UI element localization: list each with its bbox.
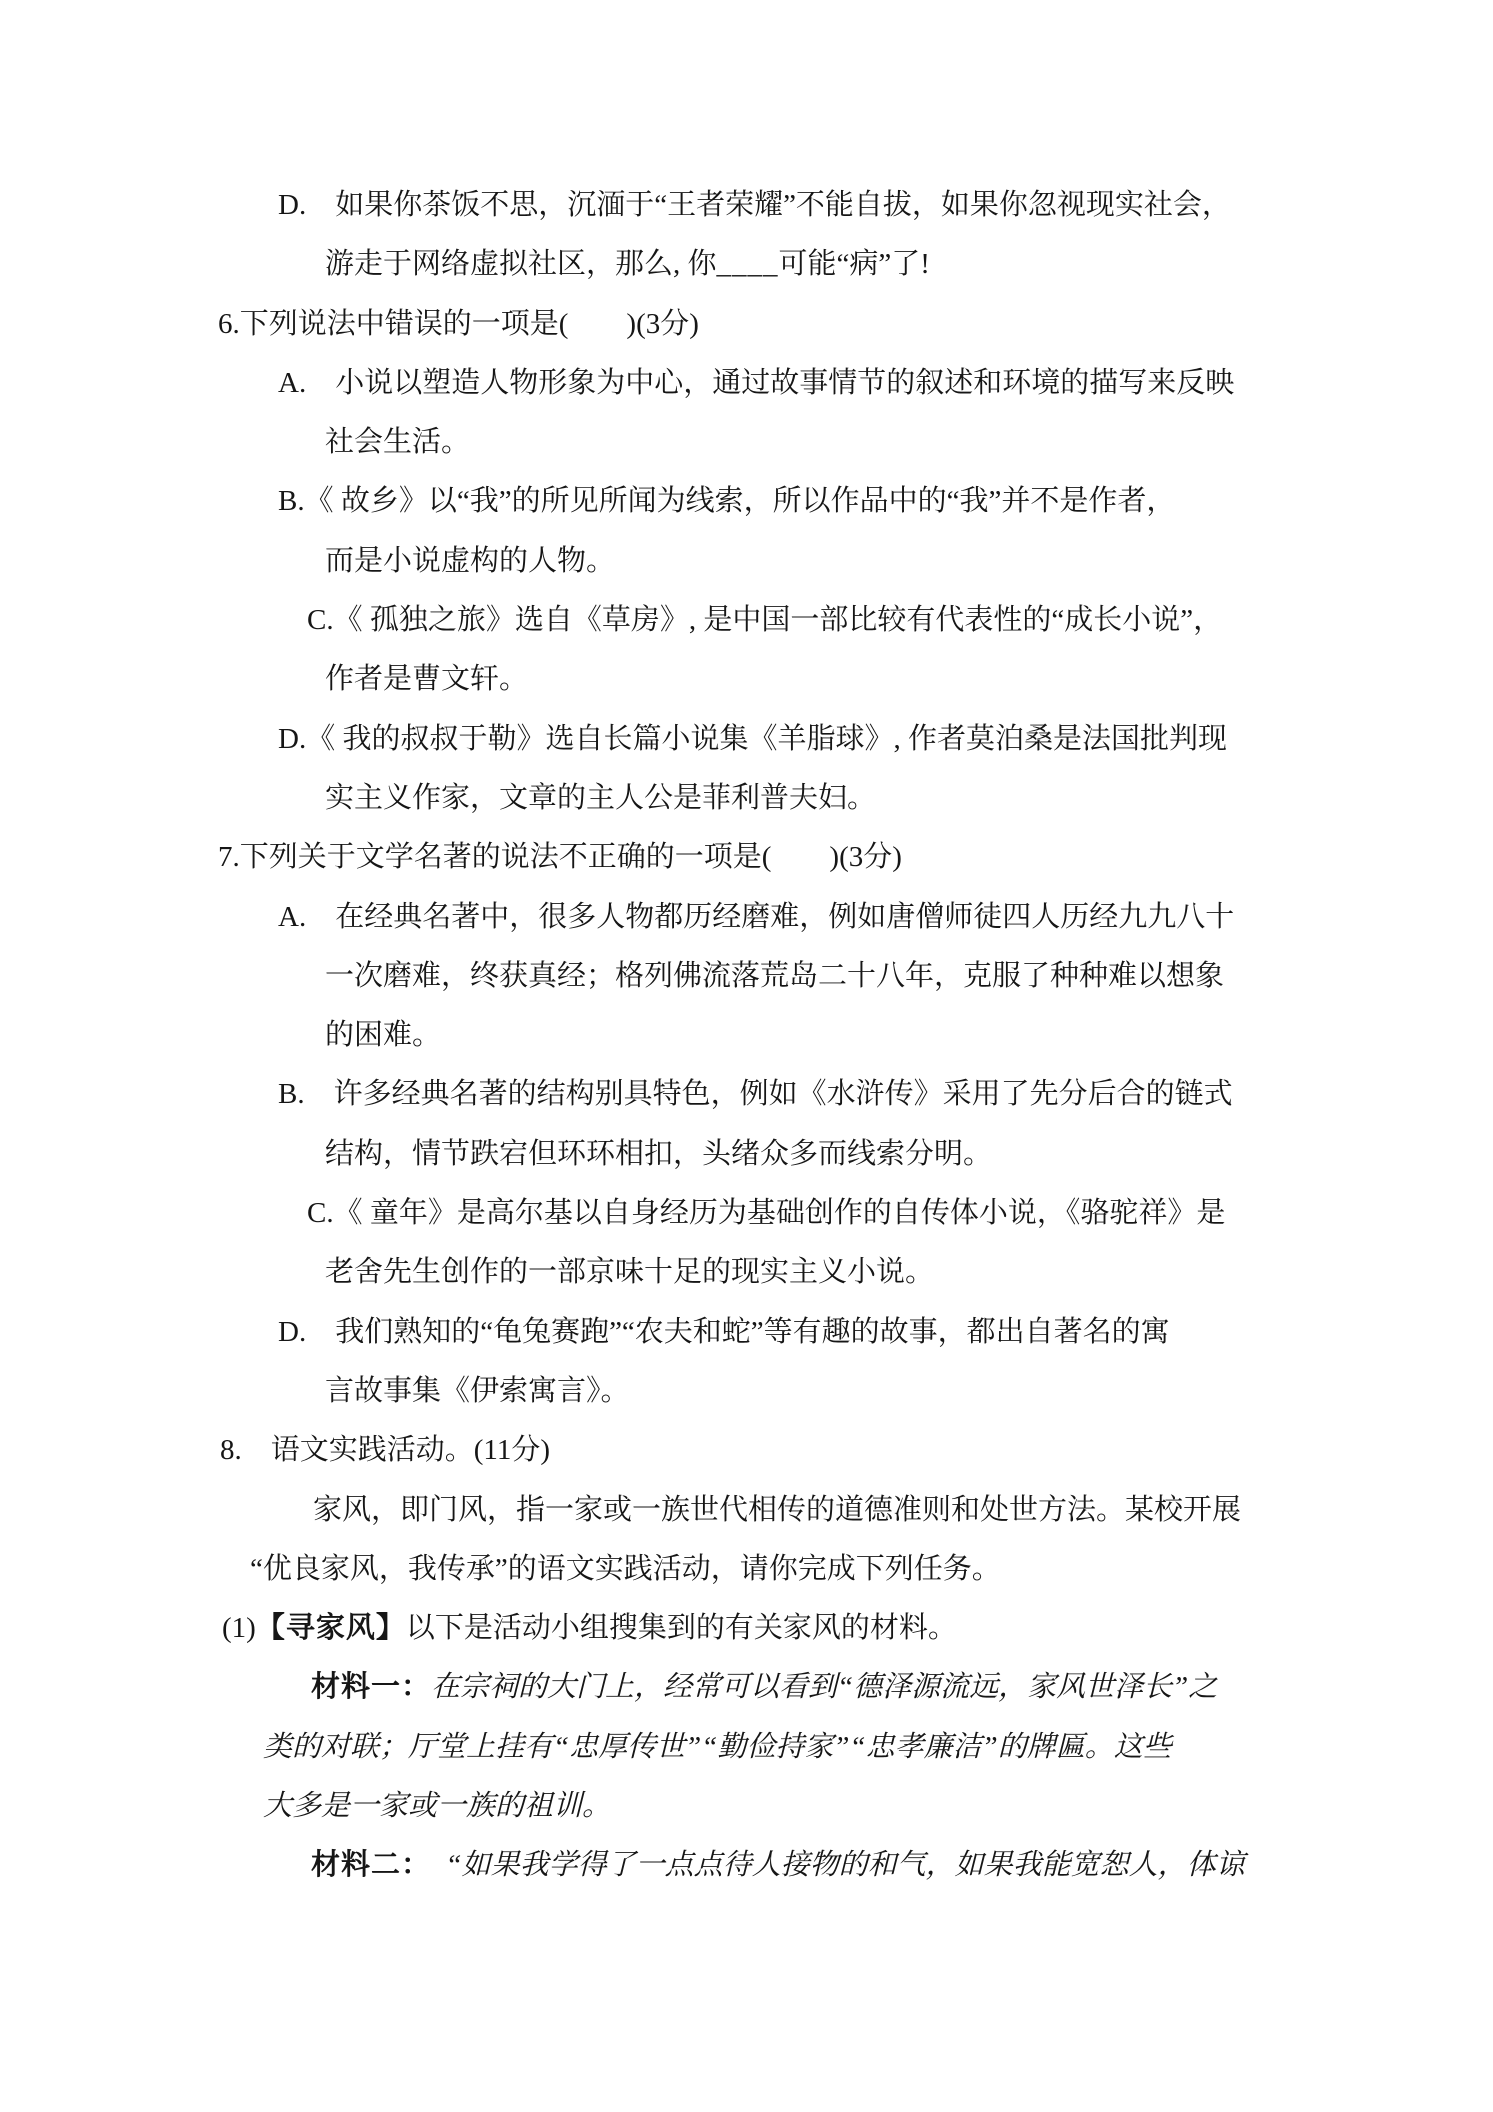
text-segment: C.《 孤独之旅》选自《草房》, 是中国一部比较有代表性的“成长小说”， bbox=[307, 604, 1223, 637]
text-segment: 6.下列说法中错误的一项是( )(3分) bbox=[218, 307, 699, 340]
text-segment: A. 小说以塑造人物形象为中心，通过故事情节的叙述和环境的描写来反映 bbox=[278, 366, 1235, 399]
text-segment: 社会生活。 bbox=[325, 426, 471, 459]
body-line bbox=[0, 1481, 1493, 1540]
text-segment: 游走于网络虚拟社区，那么, 你 bbox=[325, 248, 717, 281]
continuation-line bbox=[0, 769, 1493, 828]
text-segment: D. 如果你茶饭不思，沉湎于“王者荣耀”不能自拔，如果你忽视现实社会， bbox=[278, 189, 1231, 221]
text-segment: A. 在经典名著中，很多人物都历经磨难，例如唐僧师徒四人历经九九八十 bbox=[278, 900, 1235, 933]
question-line bbox=[0, 828, 1493, 887]
text-segment: B. 许多经典名著的结构别具特色，例如《水浒传》采用了先分后合的链式 bbox=[278, 1078, 1233, 1111]
text-segment: 作者是曹文轩。 bbox=[325, 663, 529, 696]
continuation-line bbox=[0, 1125, 1493, 1184]
text-segment: B.《 故乡》以“我”的所见所闻为线索，所以作品中的“我”并不是作者， bbox=[278, 485, 1176, 518]
text-segment: 结构，情节跌宕但环环相扣，头绪众多而线索分明。 bbox=[325, 1137, 993, 1170]
bold-label: 材料一： bbox=[311, 1671, 432, 1704]
text-segment: 老舍先生创作的一部京味十足的现实主义小说。 bbox=[325, 1256, 935, 1289]
text-segment: 的困难。 bbox=[325, 1019, 442, 1052]
continuation-line bbox=[0, 1362, 1493, 1421]
bold-label: 材料二： bbox=[311, 1849, 417, 1882]
option-line bbox=[0, 1065, 1493, 1124]
material-text: 在宗祠的大门上，经常可以看到“德泽源流远，家风世泽长”之 bbox=[431, 1671, 1218, 1704]
material-continuation-line bbox=[0, 1718, 1493, 1777]
text-segment: 可能“病”了! bbox=[778, 248, 930, 281]
question-line bbox=[0, 295, 1493, 354]
option-line bbox=[0, 710, 1493, 769]
continuation-line bbox=[0, 947, 1493, 1006]
question-line bbox=[0, 1421, 1493, 1480]
bold-label: 【寻家风】 bbox=[255, 1612, 406, 1645]
text-segment: 8. 语文实践活动。(11分) bbox=[220, 1434, 550, 1467]
body-line bbox=[0, 1540, 1493, 1599]
answer-blank: ____ bbox=[716, 248, 779, 281]
text-segment: 以下是活动小组搜集到的有关家风的材料。 bbox=[405, 1612, 957, 1645]
option-line bbox=[0, 176, 1493, 235]
option-line bbox=[0, 1184, 1493, 1243]
material-text: 类的对联；厅堂上挂有“忠厚传世”“勤俭持家”“忠孝廉洁”的牌匾。这些 bbox=[263, 1730, 1172, 1763]
material-text: 大多是一家或一族的祖训。 bbox=[263, 1790, 612, 1823]
continuation-line bbox=[0, 650, 1493, 709]
continuation-line bbox=[0, 413, 1493, 472]
option-line bbox=[0, 591, 1493, 650]
text-segment: 而是小说虚构的人物。 bbox=[325, 544, 616, 577]
text-segment: 言故事集《伊索寓言》。 bbox=[325, 1374, 630, 1407]
text-segment: 7.下列关于文学名著的说法不正确的一项是( )(3分) bbox=[218, 841, 902, 874]
material-line bbox=[0, 1658, 1493, 1717]
text-segment: 实主义作家，文章的主人公是菲利普夫妇。 bbox=[325, 781, 877, 814]
continuation-line bbox=[0, 1006, 1493, 1065]
text-segment: 家风，即门风，指一家或一族世代相传的道德准则和处世方法。某校开展 bbox=[313, 1493, 1242, 1526]
text-segment: (1) bbox=[222, 1612, 256, 1645]
material-line bbox=[0, 1836, 1493, 1895]
continuation-line bbox=[0, 532, 1493, 591]
text-segment: “优良家风，我传承”的语文实践活动，请你完成下列任务。 bbox=[250, 1552, 1001, 1585]
material-text: “如果我学得了一点点待人接物的和气，如果我能宽恕人，体谅 bbox=[416, 1849, 1245, 1882]
text-segment: 一次磨难，终获真经；格列佛流落荒岛二十八年，克服了种种难以想象 bbox=[325, 959, 1225, 992]
text-segment: D. 我们熟知的“龟兔赛跑”“农夫和蛇”等有趣的故事，都出自著名的寓 bbox=[278, 1315, 1170, 1348]
continuation-line bbox=[0, 235, 1493, 294]
material-continuation-line bbox=[0, 1777, 1493, 1836]
exam-lines bbox=[0, 176, 1493, 1896]
option-line bbox=[0, 888, 1493, 947]
option-line bbox=[0, 472, 1493, 531]
text-segment: D.《 我的叔叔于勒》选自长篇小说集《羊脂球》, 作者莫泊桑是法国批判现 bbox=[278, 722, 1227, 755]
option-line bbox=[0, 354, 1493, 413]
continuation-line bbox=[0, 1243, 1493, 1302]
option-line bbox=[0, 1303, 1493, 1362]
text-segment: C.《 童年》是高尔基以自身经历为基础创作的自传体小说，《骆驼祥》是 bbox=[307, 1197, 1226, 1230]
subtask-line bbox=[0, 1599, 1493, 1658]
